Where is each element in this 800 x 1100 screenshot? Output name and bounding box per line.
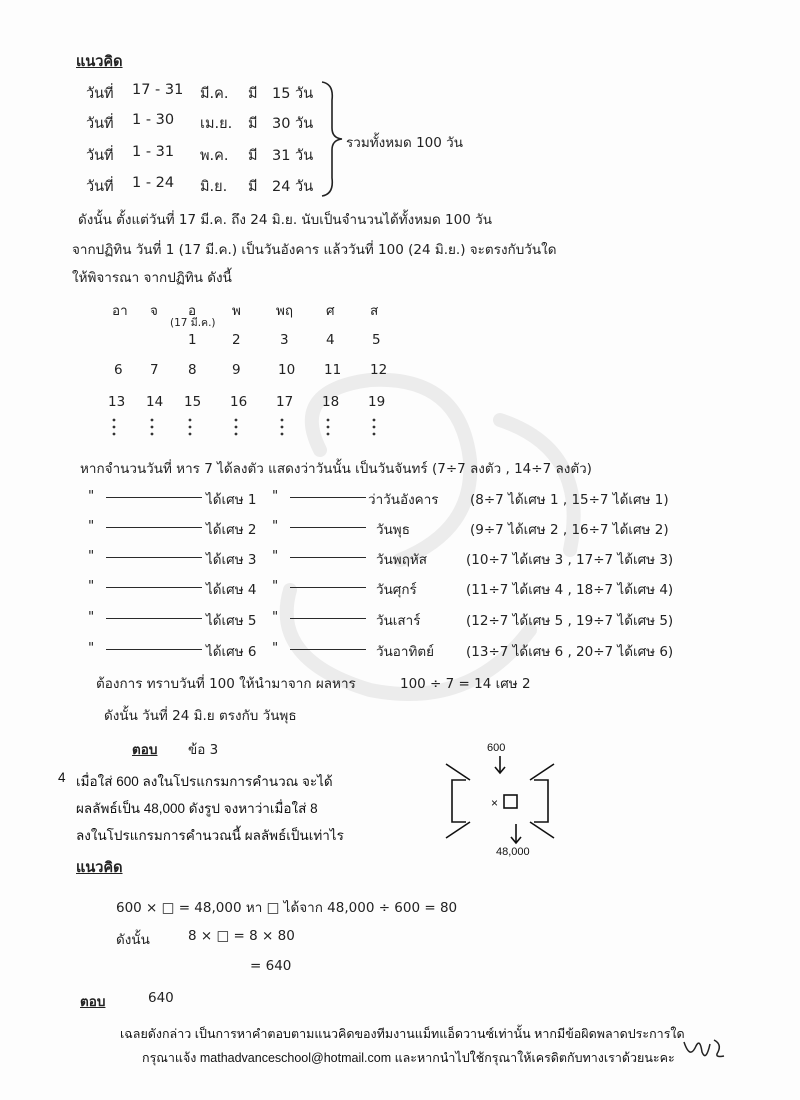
remainder-value: ได้เศษ 2: [206, 522, 257, 538]
work-line-1: 600 × □ = 48,000 หา □ ได้จาก 48,000 ÷ 600 = 80: [116, 900, 458, 916]
calendar-day: 3: [280, 332, 289, 348]
row-month: เม.ย.: [200, 116, 233, 132]
diagram-output: 48,000: [496, 846, 530, 858]
row-label: วันที่: [86, 86, 114, 102]
calendar-continuation-dots: [100, 414, 400, 440]
row-has: มี: [248, 148, 258, 164]
calendar-day: 6: [114, 362, 123, 378]
example: (10÷7 ได้เศษ 3 , 17÷7 ได้เศษ 3): [466, 552, 674, 568]
calendar-header: อ: [188, 303, 197, 319]
row-range: 1 - 24: [132, 175, 175, 191]
row-range: 1 - 31: [132, 144, 175, 160]
row-month: พ.ค.: [200, 148, 229, 164]
ditto-mark: ": [88, 609, 95, 625]
approach-heading: แนวคิด: [76, 54, 123, 70]
row-days: 24 วัน: [272, 179, 314, 195]
calendar-day: 12: [370, 362, 388, 378]
row-label: วันที่: [86, 116, 114, 132]
calendar-note: (17 มี.ค.): [170, 317, 216, 329]
ditto-line: [290, 587, 366, 588]
example: (8÷7 ได้เศษ 1 , 15÷7 ได้เศษ 1): [470, 492, 669, 508]
ditto-line: [290, 497, 366, 498]
ditto-line: [290, 527, 366, 528]
calendar-header: อา: [112, 303, 128, 319]
row-range: 17 - 31: [132, 82, 184, 98]
row-days: 15 วัน: [272, 86, 314, 102]
row-label: วันที่: [86, 179, 114, 195]
row-has: มี: [248, 86, 258, 102]
remainder-value: ได้เศษ 3: [206, 552, 257, 568]
conclusion-text: ต้องการ ทราบวันที่ 100 ให้นำมาจาก ผลหาร: [96, 676, 356, 692]
row-has: มี: [248, 179, 258, 195]
question-line: ผลลัพธ์เป็น 48,000 ดังรูป จงหาว่าเมื่อใส่ 8: [76, 801, 318, 816]
row-range: 1 - 30: [132, 112, 175, 128]
calendar-day: 4: [326, 332, 335, 348]
work-line-2: 8 × □ = 8 × 80: [188, 928, 295, 944]
ditto-mark: ": [88, 578, 95, 594]
calendar-header: จ: [150, 303, 158, 319]
paragraph-1: ดังนั้น ตั้งแต่วันที่ 17 มี.ค. ถึง 24 มิ.ย. นับเป็นจำนวนได้ทั้งหมด 100 วัน: [78, 212, 492, 228]
machine-diagram: [440, 742, 560, 862]
ditto-mark: ": [88, 488, 95, 504]
footer-disclaimer: เฉลยดังกล่าว เป็นการหาคำตอบตามแนวคิดของทีมงานแม็ทแอ็ดวานซ์เท่านั้น หากมีข้อผิดพลาดประการใด: [120, 1027, 685, 1041]
ditto-line: [106, 497, 202, 498]
ditto-mark: ": [272, 578, 279, 594]
row-month: มี.ค.: [200, 86, 229, 102]
weekday: วันเสาร์: [376, 613, 421, 629]
remainder-value: ได้เศษ 6: [206, 644, 257, 660]
ditto-mark: ": [88, 548, 95, 564]
answer-label-2: ตอบ: [80, 994, 106, 1010]
ditto-mark: ": [272, 518, 279, 534]
calendar-day: 18: [322, 394, 340, 410]
curly-brace: [318, 80, 348, 198]
calendar-day: 1: [188, 332, 197, 348]
question-number: 4: [58, 770, 66, 785]
signature-scribble: [680, 1034, 728, 1064]
weekday: วันพุธ: [376, 522, 410, 538]
calendar-header: ส: [370, 303, 379, 319]
example: (13÷7 ได้เศษ 6 , 20÷7 ได้เศษ 6): [466, 644, 674, 660]
ditto-line: [106, 618, 202, 619]
answer-label: ตอบ: [132, 742, 158, 758]
weekday: วันศุกร์: [376, 582, 417, 598]
ditto-line: [290, 557, 366, 558]
calendar-day: 10: [278, 362, 296, 378]
calendar-day: 8: [188, 362, 197, 378]
division-result: 100 ÷ 7 = 14 เศษ 2: [400, 676, 531, 692]
weekday: วันอาทิตย์: [376, 644, 435, 660]
ditto-line: [106, 649, 202, 650]
ditto-mark: ": [272, 548, 279, 564]
ditto-line: [106, 557, 202, 558]
example: (9÷7 ได้เศษ 2 , 16÷7 ได้เศษ 2): [470, 522, 669, 538]
calendar-day: 9: [232, 362, 241, 378]
calendar-day: 2: [232, 332, 241, 348]
work-label: ดังนั้น: [116, 932, 150, 948]
calendar-day: 14: [146, 394, 164, 410]
total-days: รวมทั้งหมด 100 วัน: [346, 135, 463, 151]
remainder-value: ได้เศษ 5: [206, 613, 257, 629]
remainder-value: ได้เศษ 4: [206, 582, 257, 598]
calendar-day: 13: [108, 394, 126, 410]
calendar-day: 5: [372, 332, 381, 348]
calendar-header: พ: [232, 303, 241, 319]
weekday: วันพฤหัส: [376, 552, 428, 568]
weekday: ว่าวันอังคาร: [368, 492, 439, 508]
answer-value-2: 640: [148, 990, 174, 1006]
calendar-day: 16: [230, 394, 248, 410]
calendar-day: 11: [324, 362, 342, 378]
ditto-mark: ": [272, 488, 279, 504]
ditto-line: [106, 587, 202, 588]
footer-contact: กรุณาแจ้ง mathadvanceschool@hotmail.com และหากนำไปใช้กรุณาให้เครดิตกับทางเราด้วยนะคะ: [142, 1051, 675, 1065]
diagram-operator: ×: [491, 796, 499, 810]
calendar-header: พฤ: [276, 303, 294, 319]
row-has: มี: [248, 116, 258, 132]
row-month: มิ.ย.: [200, 179, 228, 195]
remainder-value: ได้เศษ 1: [206, 492, 257, 508]
calendar-day: 15: [184, 394, 202, 410]
approach-heading-2: แนวคิด: [76, 860, 123, 876]
ditto-mark: ": [88, 518, 95, 534]
ditto-mark: ": [272, 609, 279, 625]
ditto-line: [290, 649, 366, 650]
diagram-input: 600: [487, 742, 506, 754]
example: (11÷7 ได้เศษ 4 , 18÷7 ได้เศษ 4): [466, 582, 674, 598]
ditto-mark: ": [88, 640, 95, 656]
calendar-day: 7: [150, 362, 159, 378]
question-line: เมื่อใส่ 600 ลงในโปรแกรมการคำนวณ จะได้: [76, 774, 333, 789]
answer-value: ข้อ 3: [188, 742, 219, 758]
work-line-3: = 640: [250, 958, 292, 974]
paragraph-2: จากปฏิทิน วันที่ 1 (17 มี.ค.) เป็นวันอังคาร แล้ววันที่ 100 (24 มิ.ย.) จะตรงกับวันใด: [72, 242, 557, 258]
remainder-intro: หากจำนวนวันที่ หาร 7 ได้ลงตัว แสดงว่าวันนั้น เป็นวันจันทร์ (7÷7 ลงตัว , 14÷7 ลงตัว): [80, 461, 592, 477]
calendar-header: ศ: [326, 303, 335, 319]
row-days: 31 วัน: [272, 148, 314, 164]
paragraph-3: ให้พิจารณา จากปฏิทิน ดังนี้: [72, 270, 232, 286]
ditto-line: [290, 618, 366, 619]
calendar-day: 19: [368, 394, 386, 410]
result-statement: ดังนั้น วันที่ 24 มิ.ย ตรงกับ วันพุธ: [104, 708, 297, 724]
question-line: ลงในโปรแกรมการคำนวณนี้ ผลลัพธ์เป็นเท่าไร: [76, 828, 344, 843]
calendar-day: 17: [276, 394, 294, 410]
example: (12÷7 ได้เศษ 5 , 19÷7 ได้เศษ 5): [466, 613, 674, 629]
row-label: วันที่: [86, 148, 114, 164]
row-days: 30 วัน: [272, 116, 314, 132]
ditto-mark: ": [272, 640, 279, 656]
ditto-line: [106, 527, 202, 528]
